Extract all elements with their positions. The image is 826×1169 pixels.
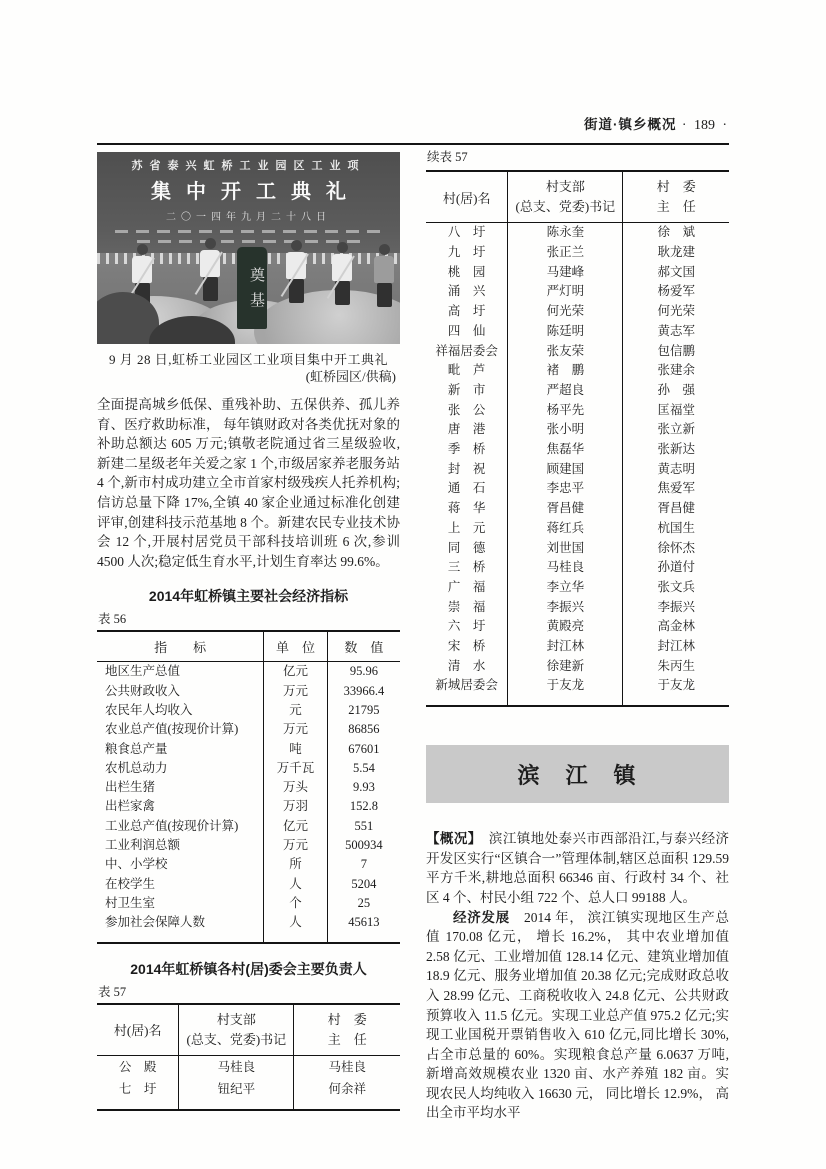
table-row [97, 759, 400, 778]
secretary-cell: 严超良 [508, 381, 623, 401]
unit-cell: 万千瓦 [264, 759, 328, 778]
table56-title: 2014年虹桥镇主要社会经济指标 [148, 588, 349, 605]
table-row [97, 836, 400, 855]
table-header-row [97, 631, 400, 662]
table-row [426, 637, 729, 657]
economy-label: 经济发展 [453, 909, 510, 925]
value-cell: 5.54 [327, 759, 400, 778]
village-name-cell: 蒋 华 [447, 501, 486, 516]
table57-continued [426, 170, 729, 707]
unit-cell: 人 [264, 913, 328, 942]
director-cell: 胥昌健 [623, 499, 729, 519]
section-title: 滨 江 镇 [517, 762, 638, 788]
table-row [97, 682, 400, 701]
value-cell: 95.96 [327, 662, 400, 682]
indicator-cell: 工业利润总额 [105, 838, 181, 853]
table-row [426, 558, 729, 578]
value-cell: 152.8 [327, 797, 400, 816]
value-cell: 67601 [327, 740, 400, 759]
director-cell: 包信鹏 [623, 342, 729, 362]
indicator-cell: 农民年人均收入 [105, 702, 193, 717]
village-name-cell: 上 元 [447, 520, 486, 535]
village-header: 村(居)名 [97, 1004, 179, 1056]
secretary-header-line1: 村支部 [216, 1011, 256, 1027]
table-row [426, 243, 729, 263]
indicator-cell: 农业总产值(按现价计算) [105, 722, 239, 737]
secretary-cell: 褚 鹏 [508, 361, 623, 381]
value-cell: 551 [327, 817, 400, 836]
photo-banner-line1: 苏省泰兴虹桥工业园区工业项 [131, 160, 366, 172]
table-row [426, 539, 729, 559]
table-row [426, 617, 729, 637]
director-cell: 张新达 [623, 440, 729, 460]
value-cell: 33966.4 [327, 682, 400, 701]
secretary-cell: 陈廷明 [508, 322, 623, 342]
ceremony-photo [97, 152, 400, 344]
overview-text: 滨江镇地处泰兴市西部沿江,与泰兴经济开发区实行“区镇合一”管理体制,辖区总面积 129.59 平方千米,耕地总面积 66346 亩、行政村 34 个、社区 4 个、村民小组 722 个、总人口 99188 人。 [426, 831, 730, 905]
table-row [426, 519, 729, 539]
person-head [205, 238, 216, 249]
village-name-cell: 公 殿 [118, 1059, 157, 1074]
secretary-cell: 于友龙 [508, 676, 623, 706]
table-row [97, 797, 400, 816]
village-name-cell: 封 祝 [447, 461, 486, 476]
village-name-cell: 涌 兴 [447, 284, 486, 299]
table-row [97, 720, 400, 739]
photo-banner-smallprint [137, 240, 360, 243]
village-name-cell: 八 圩 [447, 225, 486, 240]
village-name-cell: 张 公 [447, 402, 486, 417]
village-name-cell: 高 圩 [447, 304, 486, 319]
table-row [426, 440, 729, 460]
section-header-binjiang [426, 745, 729, 803]
person-torso [374, 256, 394, 283]
photo-banner-smallprint [115, 230, 382, 233]
village-name-cell: 祥福居委会 [435, 343, 498, 358]
photo-person [329, 242, 355, 308]
unit-cell: 万羽 [264, 797, 328, 816]
director-header [623, 171, 729, 223]
village-name-cell: 唐 港 [447, 422, 486, 437]
village-name-cell: 七 圩 [118, 1081, 157, 1096]
secretary-cell: 刘世国 [508, 539, 623, 559]
secretary-header [508, 171, 623, 223]
unit-cell: 个 [264, 894, 328, 913]
village-name-cell: 九 圩 [447, 244, 486, 259]
village-name-cell: 新城居委会 [435, 678, 498, 693]
table-row [97, 1078, 400, 1110]
value-cell: 5204 [327, 875, 400, 894]
secretary-cell: 严灯明 [508, 282, 623, 302]
value-cell: 21795 [327, 701, 400, 720]
secretary-header-line1: 村支部 [545, 179, 585, 194]
value-cell: 500934 [327, 836, 400, 855]
secretary-cell: 马桂良 [179, 1055, 294, 1078]
table-row [97, 1055, 400, 1078]
director-header-line2: 主 任 [327, 1031, 367, 1047]
secretary-header [179, 1004, 294, 1056]
secretary-cell: 焦磊华 [508, 440, 623, 460]
secretary-cell: 何光荣 [508, 302, 623, 322]
unit-cell: 万元 [264, 720, 328, 739]
secretary-cell: 黄殿亮 [508, 617, 623, 637]
unit-cell: 吨 [264, 740, 328, 759]
director-cell: 于友龙 [623, 676, 729, 706]
table-row [97, 894, 400, 913]
person-head [137, 244, 148, 255]
indicator-cell: 中、小学校 [105, 857, 168, 872]
table57-title: 2014年虹桥镇各村(居)委会主要负责人 [130, 960, 367, 977]
unit-cell: 万元 [264, 836, 328, 855]
economy-paragraph [426, 908, 729, 1124]
village-name-cell: 四 仙 [447, 323, 486, 338]
table-row [426, 401, 729, 421]
director-cell: 耿龙建 [623, 243, 729, 263]
table-row [426, 342, 729, 362]
table-row [426, 598, 729, 618]
unit-cell: 亿元 [264, 662, 328, 682]
village-name-cell: 清 水 [447, 658, 486, 673]
table56-indicators [97, 630, 400, 943]
overview-paragraph [426, 829, 729, 907]
running-head-title: 街道·镇乡概况 [584, 117, 677, 132]
table-row [97, 855, 400, 874]
director-cell: 孙道付 [623, 558, 729, 578]
table57-continued-label: 续表 57 [427, 150, 468, 164]
table-row [97, 875, 400, 894]
village-name-cell: 毗 芦 [447, 363, 486, 378]
director-cell: 郝文国 [623, 263, 729, 283]
table-row [426, 420, 729, 440]
value-cell: 9.93 [327, 778, 400, 797]
secretary-cell: 徐建新 [508, 657, 623, 677]
overview-label: 【概况】 [426, 831, 475, 847]
secretary-cell: 杨平先 [508, 401, 623, 421]
table-row [426, 479, 729, 499]
secretary-cell: 李忠平 [508, 479, 623, 499]
photo-person [371, 244, 397, 310]
photo-person [197, 238, 223, 304]
indicator-cell: 农机总动力 [105, 760, 168, 775]
person-head [291, 240, 302, 251]
secretary-cell: 陈永奎 [508, 223, 623, 243]
village-name-cell: 季 桥 [447, 442, 486, 457]
unit-header: 单 位 [264, 631, 328, 662]
secretary-cell: 马建峰 [508, 263, 623, 283]
director-cell: 朱丙生 [623, 657, 729, 677]
economy-text: 2014 年， 滨江镇实现地区生产总值 170.08 亿元， 增长 16.2%， 其中农业增加值 2.58 亿元、工业增加值 128.14 亿元、建筑业增加值 18.9 亿元、服务业增加值 20.38 亿元;完成财政总收入 28.99 亿元、工商税收收入 24.8 亿元、公共财政预算收入 11.5 亿元。实现工业总产值 975.2 亿元;实现工业国税开票销售收入 610 亿元,同比增长 30%,占全市总量的 60%。实现粮食总产量 6.0637 万吨,新增高效规模农业 1320 亩、水产养殖 182 亩。实现农民人均纯收入 16630 元， 同比增长 12.9%， 高出全市平均水平 [426, 909, 730, 1121]
table-row [426, 282, 729, 302]
unit-cell: 人 [264, 875, 328, 894]
director-cell: 张文兵 [623, 578, 729, 598]
table57-label: 表 57 [98, 984, 127, 999]
secretary-cell: 胥昌健 [508, 499, 623, 519]
director-cell: 李振兴 [623, 598, 729, 618]
person-head [379, 244, 390, 255]
secretary-cell: 钮纪平 [179, 1078, 294, 1110]
indicator-cell: 出栏家禽 [105, 799, 156, 814]
director-cell: 何光荣 [623, 302, 729, 322]
unit-cell: 亿元 [264, 817, 328, 836]
director-header-line1: 村 委 [656, 179, 696, 194]
value-cell: 45613 [327, 913, 400, 942]
value-cell: 25 [327, 894, 400, 913]
photo-credit: (虹桥园区/供稿) [305, 369, 396, 384]
director-cell: 高金林 [623, 617, 729, 637]
director-header-line2: 主 任 [656, 199, 696, 215]
unit-cell: 所 [264, 855, 328, 874]
secretary-cell: 张正兰 [508, 243, 623, 263]
secretary-cell: 封江林 [508, 637, 623, 657]
unit-cell: 万头 [264, 778, 328, 797]
secretary-cell: 蒋红兵 [508, 519, 623, 539]
photo-caption: 9 月 28 日,虹桥工业园区工业项目集中开工典礼 [108, 352, 388, 367]
value-cell: 7 [327, 855, 400, 874]
indicator-cell: 在校学生 [105, 876, 156, 891]
secretary-cell: 张友荣 [508, 342, 623, 362]
table-row [426, 460, 729, 480]
table-row [426, 578, 729, 598]
indicator-header: 指 标 [97, 631, 264, 662]
table-row [97, 778, 400, 797]
table-row [97, 913, 400, 942]
indicator-cell: 村卫生室 [105, 895, 156, 910]
village-name-cell: 广 福 [447, 579, 486, 594]
value-cell: 86856 [327, 720, 400, 739]
table-row [426, 322, 729, 342]
director-cell: 黄志明 [623, 460, 729, 480]
director-cell: 杨爱军 [623, 282, 729, 302]
director-header [294, 1004, 400, 1056]
secretary-header-line2: (总支、党委)书记 [186, 1031, 287, 1047]
page-number: 189 [693, 118, 715, 133]
table-row [426, 657, 729, 677]
table-row [426, 302, 729, 322]
director-cell: 封江林 [623, 637, 729, 657]
unit-cell: 万元 [264, 682, 328, 701]
director-cell: 马桂良 [294, 1055, 400, 1078]
photo-banner-line3: 二〇一四年九月二十八日 [166, 212, 331, 223]
indicator-cell: 粮食总产量 [105, 741, 168, 756]
table-header-row [426, 171, 729, 223]
secretary-cell: 张小明 [508, 420, 623, 440]
photo-banner-line2: 集中开工典礼 [151, 181, 361, 203]
left-column [97, 152, 400, 1111]
running-head-sep: · [722, 118, 727, 133]
director-cell: 何余祥 [294, 1078, 400, 1110]
secretary-cell: 顾建国 [508, 460, 623, 480]
table-row [426, 381, 729, 401]
foundation-stone: 奠基 [237, 247, 267, 329]
village-name-cell: 新 市 [447, 382, 486, 397]
director-cell: 张建余 [623, 361, 729, 381]
table-row [97, 817, 400, 836]
village-name-cell: 三 桥 [447, 560, 486, 575]
indicator-cell: 地区生产总值 [105, 664, 181, 679]
village-name-cell: 桃 园 [447, 264, 486, 279]
director-header-line1: 村 委 [327, 1011, 367, 1027]
village-name-cell: 宋 桥 [447, 639, 486, 654]
village-header: 村(居)名 [426, 171, 508, 223]
table56-label: 表 56 [98, 612, 127, 627]
indicator-cell: 参加社会保障人数 [105, 915, 206, 930]
table-row [97, 740, 400, 759]
table-row [426, 361, 729, 381]
body-paragraph: 全面提高城乡低保、重残补助、五保供养、孤儿养育、医疗救助标准， 每年镇财政对各类优抚对象的补助总额达 605 万元;镇敬老院通过省三星级验收,新建二星级老年关爱之家 1 个,市级居家养老服务站 4 个,新市村成功建立全市首家村级残疾人托养机构;信访总量下降 17%,全镇 40 家企业通过标准化创建评审,创建科技示范基地 8 个。新建农民专业技术协会 12 个,开展村居党员干部科技培训班 6 次,参训 4500 人次;稳定低生育水平,计划生育率达 99.6%。 [97, 397, 400, 569]
secretary-header-line2: (总支、党委)书记 [515, 199, 616, 215]
village-name-cell: 通 石 [447, 481, 486, 496]
director-cell: 孙 强 [623, 381, 729, 401]
table-row [426, 499, 729, 519]
secretary-cell: 李立华 [508, 578, 623, 598]
right-column [426, 147, 729, 1123]
director-cell: 焦爱军 [623, 479, 729, 499]
director-cell: 匡福堂 [623, 401, 729, 421]
secretary-cell: 李振兴 [508, 598, 623, 618]
value-header: 数 值 [327, 631, 400, 662]
secretary-cell: 马桂良 [508, 558, 623, 578]
table-header-row [97, 1004, 400, 1056]
table-row [426, 676, 729, 706]
table57-leaders [97, 1003, 400, 1111]
village-name-cell: 同 德 [447, 540, 486, 555]
table-row [426, 263, 729, 283]
header-rule [97, 143, 729, 145]
table-row [97, 662, 400, 682]
running-head-sep: · [681, 118, 687, 133]
director-cell: 徐怀杰 [623, 539, 729, 559]
running-head [584, 113, 729, 134]
village-name-cell: 崇 福 [447, 599, 486, 614]
indicator-cell: 公共财政收入 [105, 683, 181, 698]
person-head [337, 242, 348, 253]
indicator-cell: 工业总产值(按现价计算) [105, 818, 239, 833]
photo-person [283, 240, 309, 306]
director-cell: 杭国生 [623, 519, 729, 539]
indicator-cell: 出栏生猪 [105, 780, 156, 795]
director-cell: 张立新 [623, 420, 729, 440]
person-legs [377, 283, 392, 307]
table-row [97, 701, 400, 720]
unit-cell: 元 [264, 701, 328, 720]
village-name-cell: 六 圩 [447, 619, 486, 634]
director-cell: 徐 斌 [623, 223, 729, 243]
table-row [426, 223, 729, 243]
director-cell: 黄志军 [623, 322, 729, 342]
